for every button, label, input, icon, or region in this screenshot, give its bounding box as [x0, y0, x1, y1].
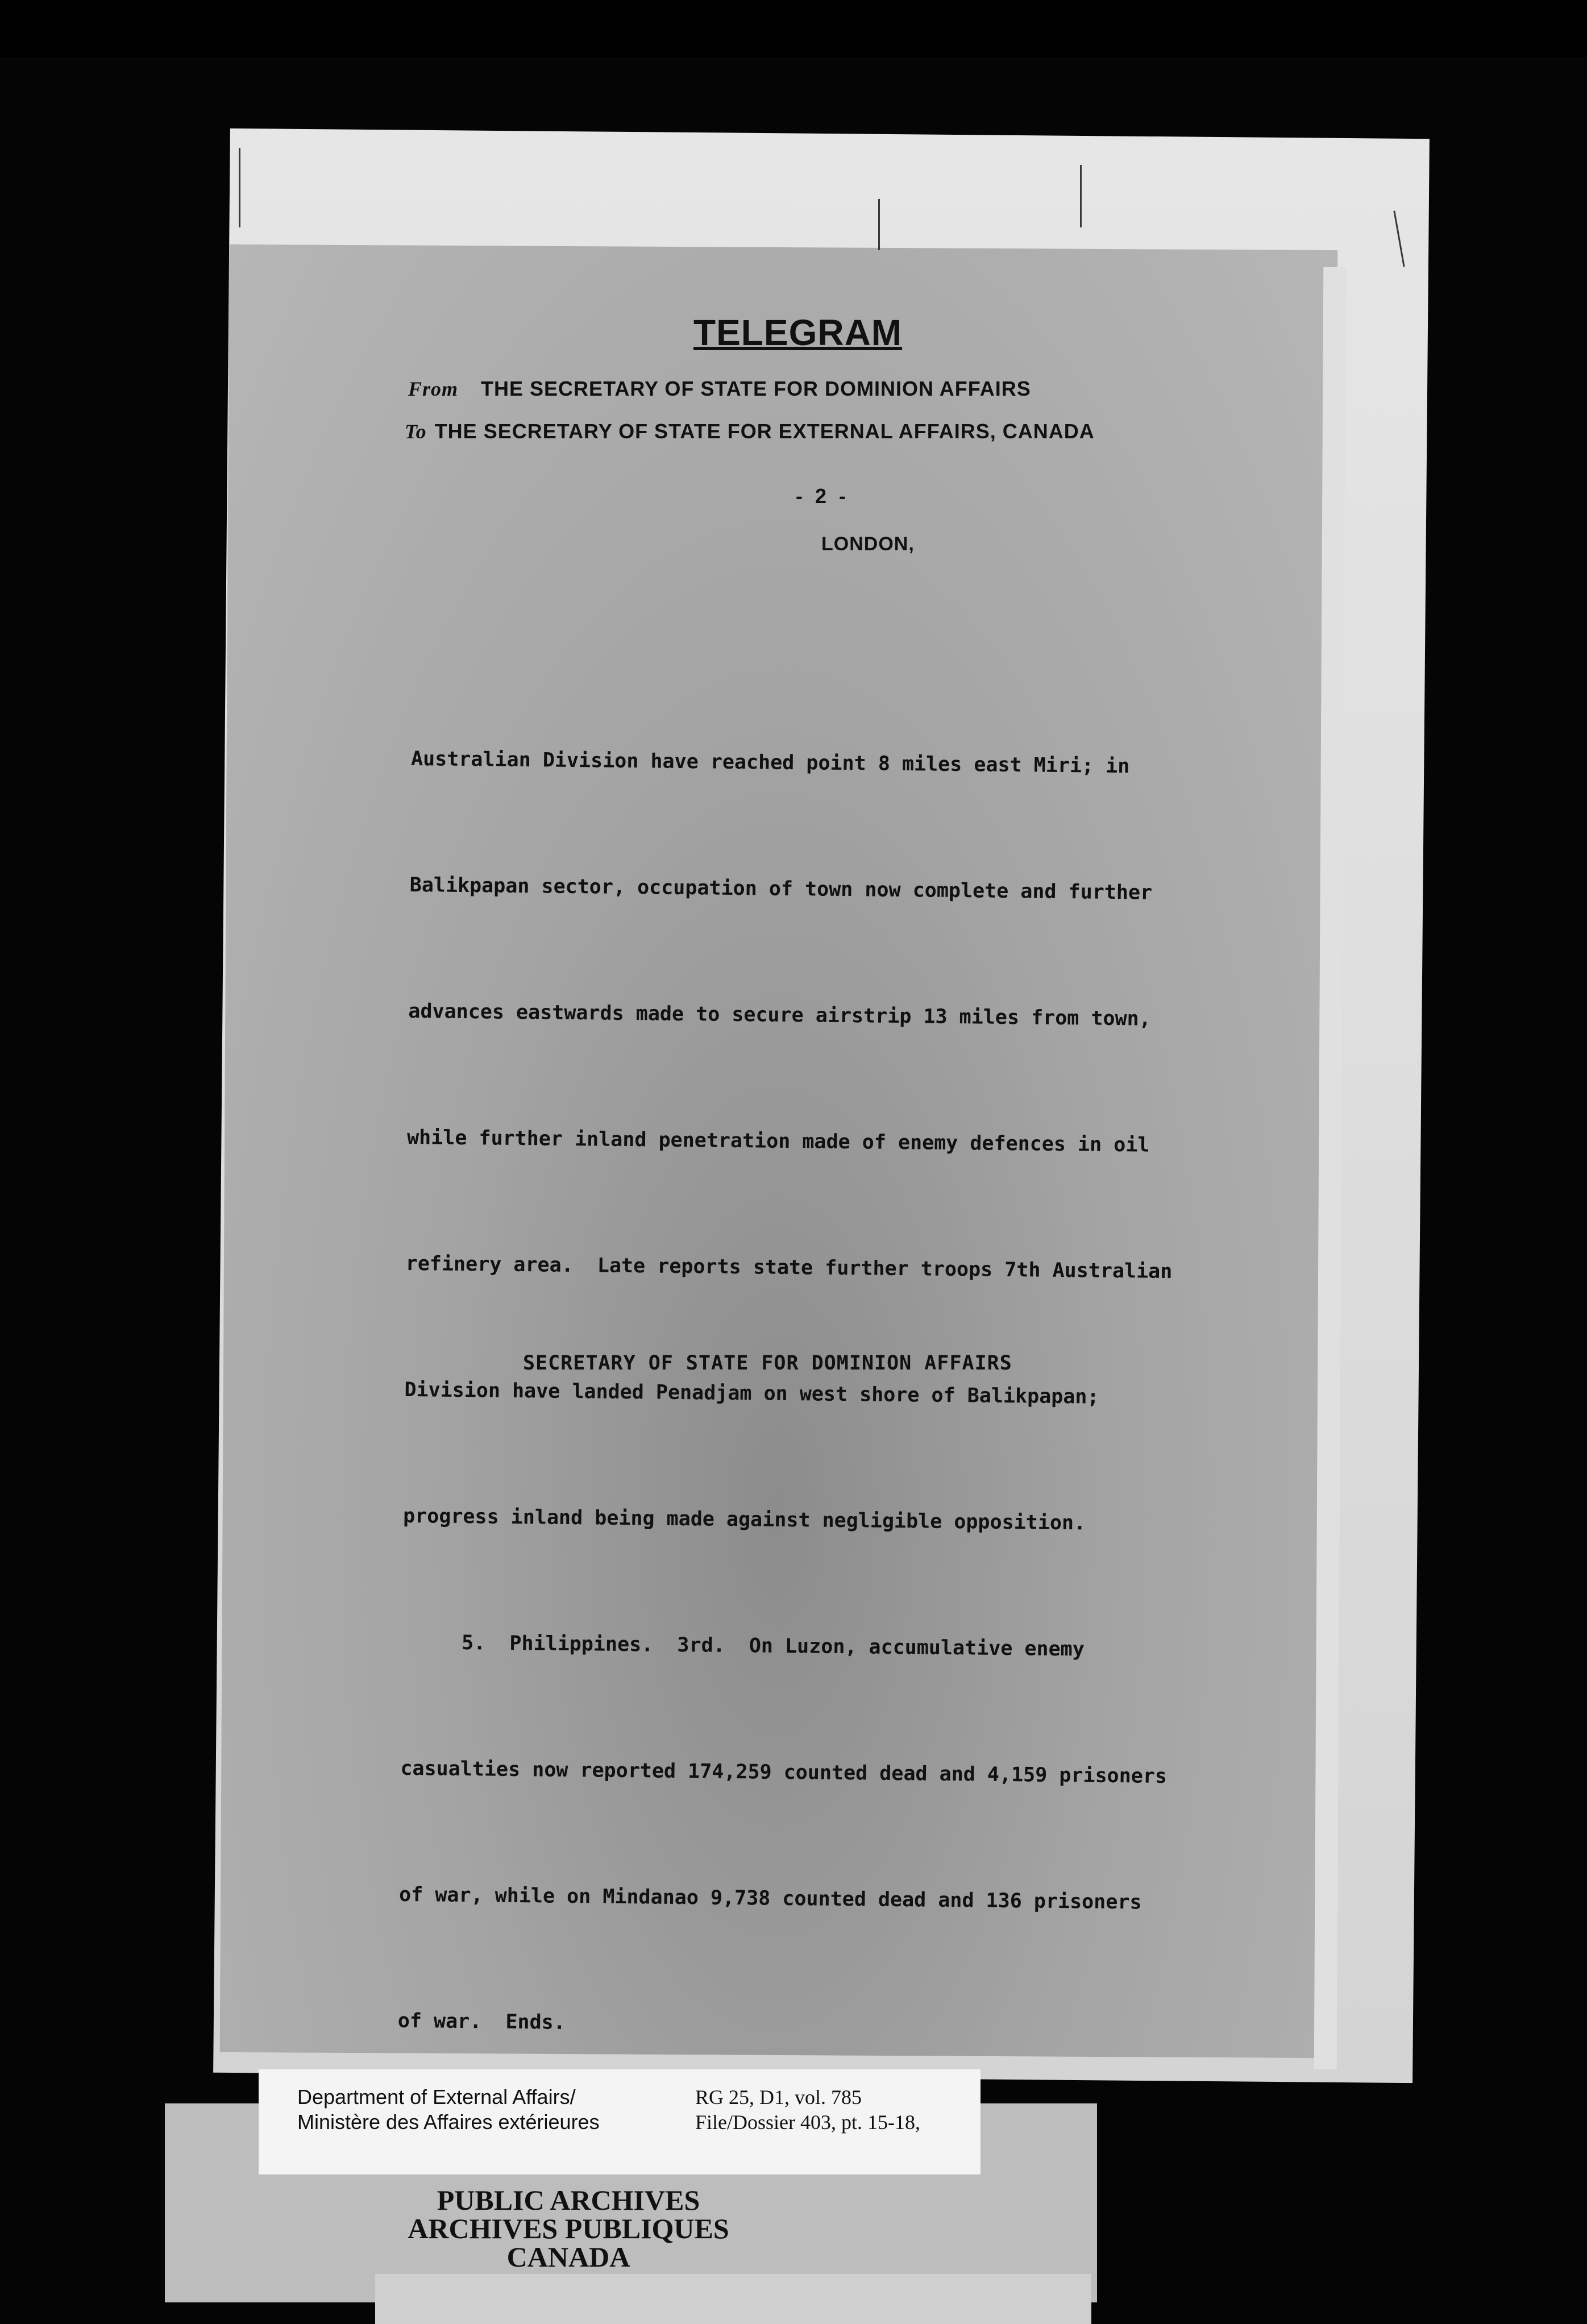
stamp-line-1: PUBLIC ARCHIVES — [437, 2184, 700, 2216]
department-fr: Ministère des Affaires extérieures — [297, 2110, 600, 2134]
scratch-mark — [878, 199, 880, 250]
body-line: while further inland penetration made of enemy defences in oil — [406, 1126, 1150, 1157]
origin-city: LONDON, — [821, 533, 915, 555]
body-line: 5. Philippines. 3rd. On Luzon, accumulative enemy — [401, 1630, 1085, 1661]
body-line: advances eastwards made to secure airstrip 13 miles from town, — [408, 999, 1152, 1031]
body-line: of war, while on Mindanao 9,738 counted dead and 136 prisoners — [398, 1883, 1142, 1914]
department-name — [297, 2085, 600, 2135]
stamp-line-2: ARCHIVES PUBLIQUES — [408, 2213, 729, 2244]
body-line: Australian Division have reached point 8 miles east Miri; in — [410, 747, 1130, 778]
department-en: Department of External Affairs/ — [297, 2085, 576, 2109]
scratch-mark — [1080, 165, 1082, 227]
telegram-title: TELEGRAM — [693, 312, 903, 353]
signature: SECRETARY OF STATE FOR DOMINION AFFAIRS — [523, 1352, 1012, 1375]
scratch-mark — [239, 148, 240, 227]
page-number: - 2 - — [796, 484, 850, 508]
body-line: Balikpapan sector, occupation of town now complete and further — [409, 873, 1153, 904]
file-dossier: File/Dossier 403, pt. 15-18, — [695, 2111, 920, 2134]
body-line: of war. Ends. — [397, 2009, 566, 2034]
body-line: casualties now reported 174,259 counted dead and 4,159 prisoners — [400, 1757, 1168, 1788]
to-text: THE SECRETARY OF STATE FOR EXTERNAL AFFAIRS, CANADA — [434, 420, 1095, 443]
from-label: From — [408, 377, 459, 400]
archive-label-band-lower — [375, 2274, 1091, 2324]
stamp-line-3: CANADA — [506, 2241, 630, 2273]
body-line: progress inland being made against negligible opposition. — [402, 1504, 1086, 1535]
body-line: Division have landed Penadjam on west shore of Balikpapan; — [404, 1378, 1099, 1409]
record-group: RG 25, D1, vol. 785 — [695, 2086, 862, 2109]
from-line — [408, 377, 1031, 401]
from-text: THE SECRETARY OF STATE FOR DOMINION AFFAIRS — [481, 377, 1031, 400]
body-line: refinery area. Late reports state further troops 7th Australian — [405, 1252, 1173, 1284]
public-archives-stamp — [341, 2186, 796, 2271]
to-label: To — [405, 420, 427, 443]
archive-reference — [695, 2085, 920, 2135]
to-line — [405, 420, 1095, 443]
